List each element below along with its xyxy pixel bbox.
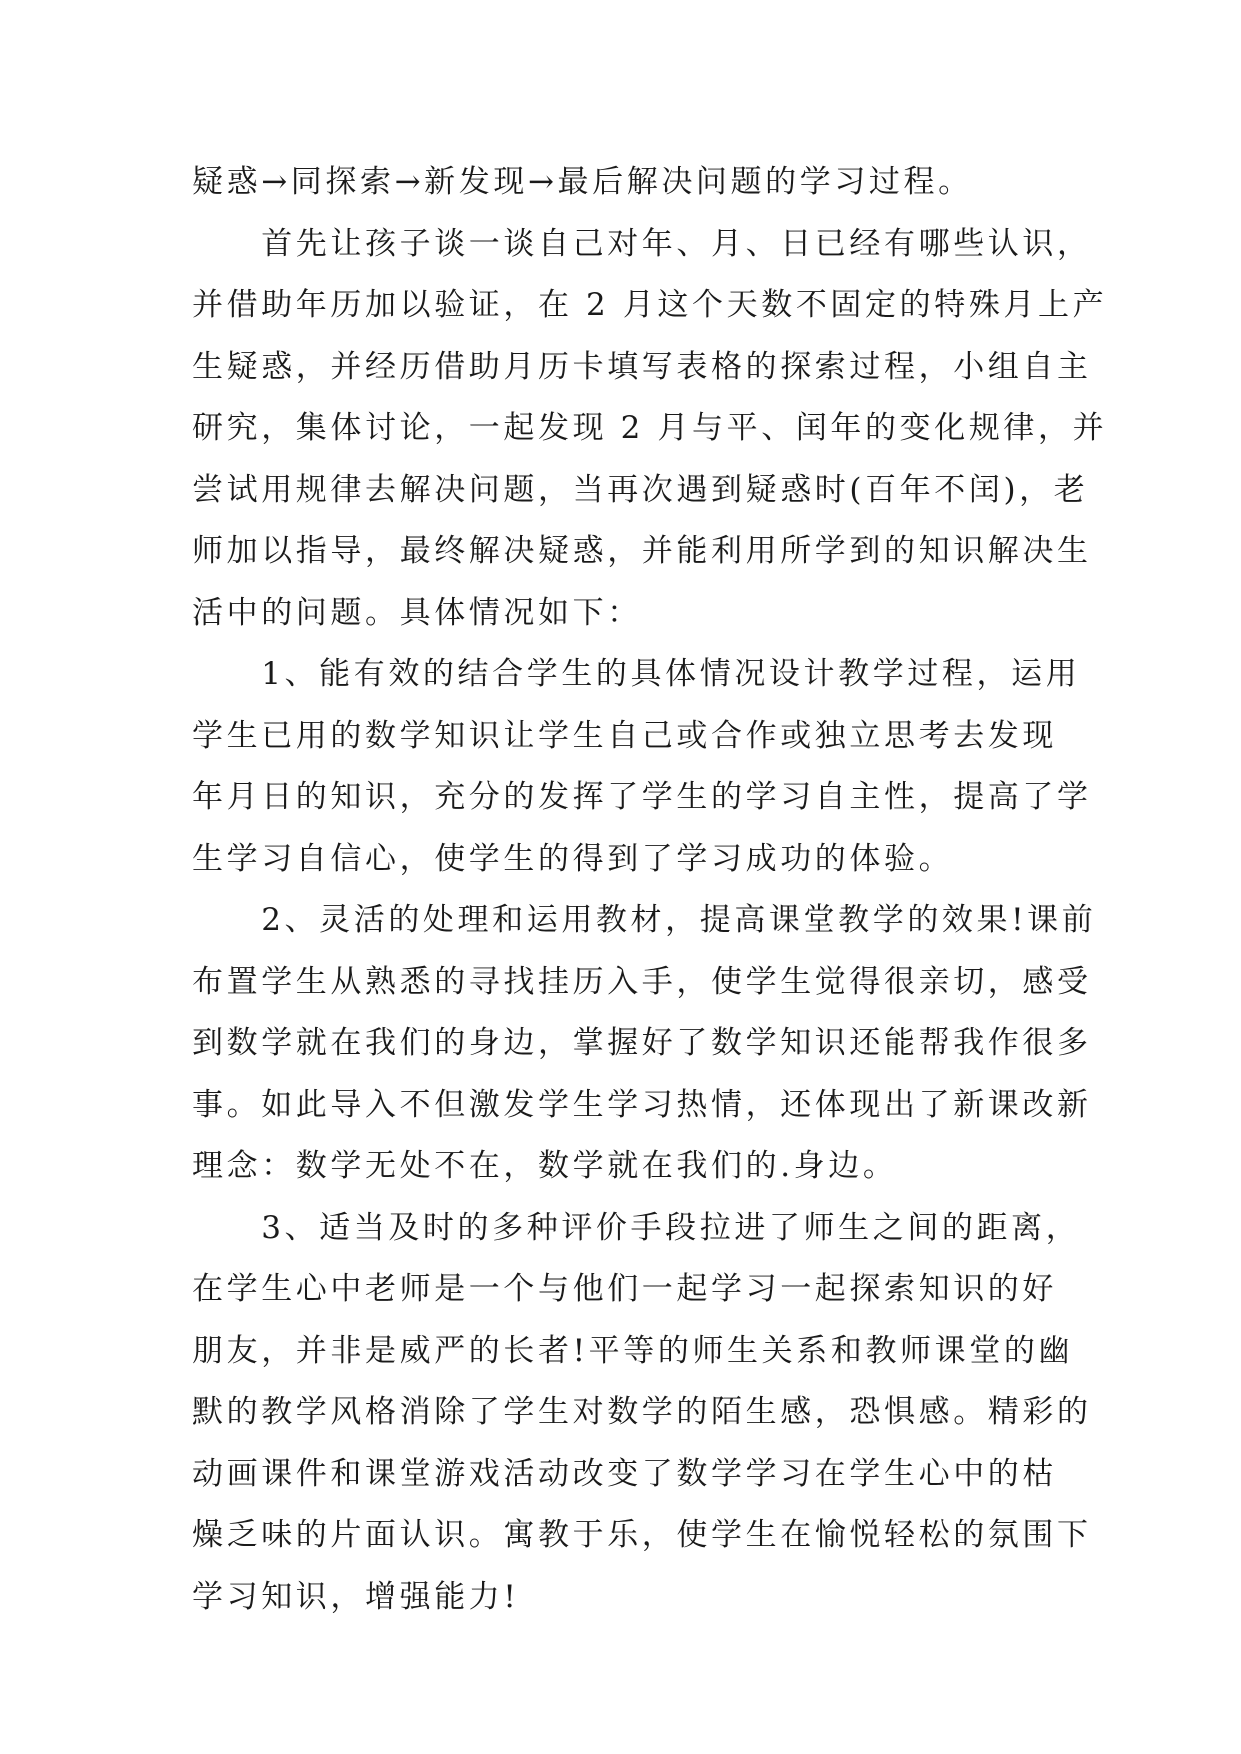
text-line: 年月日的知识，充分的发挥了学生的学习自主性，提高了学: [192, 779, 1092, 815]
text-line: 首先让孩子谈一谈自己对年、月、日已经有哪些认识，: [192, 225, 1092, 262]
text-line: 并借助年历加以验证，在 2 月这个天数不固定的特殊月上产: [192, 287, 1108, 323]
text-line: 疑惑→同探索→新发现→最后解决问题的学习过程。: [192, 164, 973, 200]
text-line: 师加以指导，最终解决疑惑，并能利用所学到的知识解决生: [192, 533, 1092, 569]
text-line: 动画课件和课堂游戏活动改变了数学学习在学生心中的枯: [192, 1455, 1057, 1492]
text-line: 朋友，并非是威严的长者!平等的师生关系和教师课堂的幽: [192, 1332, 1074, 1369]
text-line: 尝试用规律去解决问题，当再次遇到疑惑时(百年不闰)，老: [192, 471, 1089, 508]
text-line: 3、适当及时的多种评价手段拉进了师生之间的距离，: [192, 1209, 1081, 1246]
text-line: 理念：数学无处不在，数学就在我们的.身边。: [192, 1148, 898, 1184]
text-line: 研究，集体讨论，一起发现 2 月与平、闰年的变化规律，并: [192, 410, 1108, 446]
text-line: 2、灵活的处理和运用教材，提高课堂教学的效果!课前: [192, 902, 1097, 938]
text-line: 1、能有效的结合学生的具体情况设计教学过程，运用: [192, 656, 1081, 692]
text-line: 生学习自信心，使学生的得到了学习成功的体验。: [192, 840, 954, 877]
text-line: 活中的问题。具体情况如下：: [192, 594, 642, 631]
text-line: 默的教学风格消除了学生对数学的陌生感，恐惧感。精彩的: [192, 1394, 1092, 1430]
body-text: [192, 152, 1108, 1628]
text-line: 事。如此导入不但激发学生学习热情，还体现出了新课改新: [192, 1086, 1092, 1123]
text-line: 学习知识，增强能力!: [192, 1578, 520, 1615]
text-line: 在学生心中老师是一个与他们一起学习一起探索知识的好: [192, 1271, 1057, 1307]
text-line: 燥乏味的片面认识。寓教于乐，使学生在愉悦轻松的氛围下: [192, 1517, 1092, 1553]
text-line: 学生已用的数学知识让学生自己或合作或独立思考去发现: [192, 717, 1057, 754]
text-line: 到数学就在我们的身边，掌握好了数学知识还能帮我作很多: [192, 1025, 1092, 1061]
text-line: 生疑惑，并经历借助月历卡填写表格的探索过程，小组自主: [192, 348, 1092, 385]
text-line: 布置学生从熟悉的寻找挂历入手，使学生觉得很亲切，感受: [192, 963, 1092, 1000]
